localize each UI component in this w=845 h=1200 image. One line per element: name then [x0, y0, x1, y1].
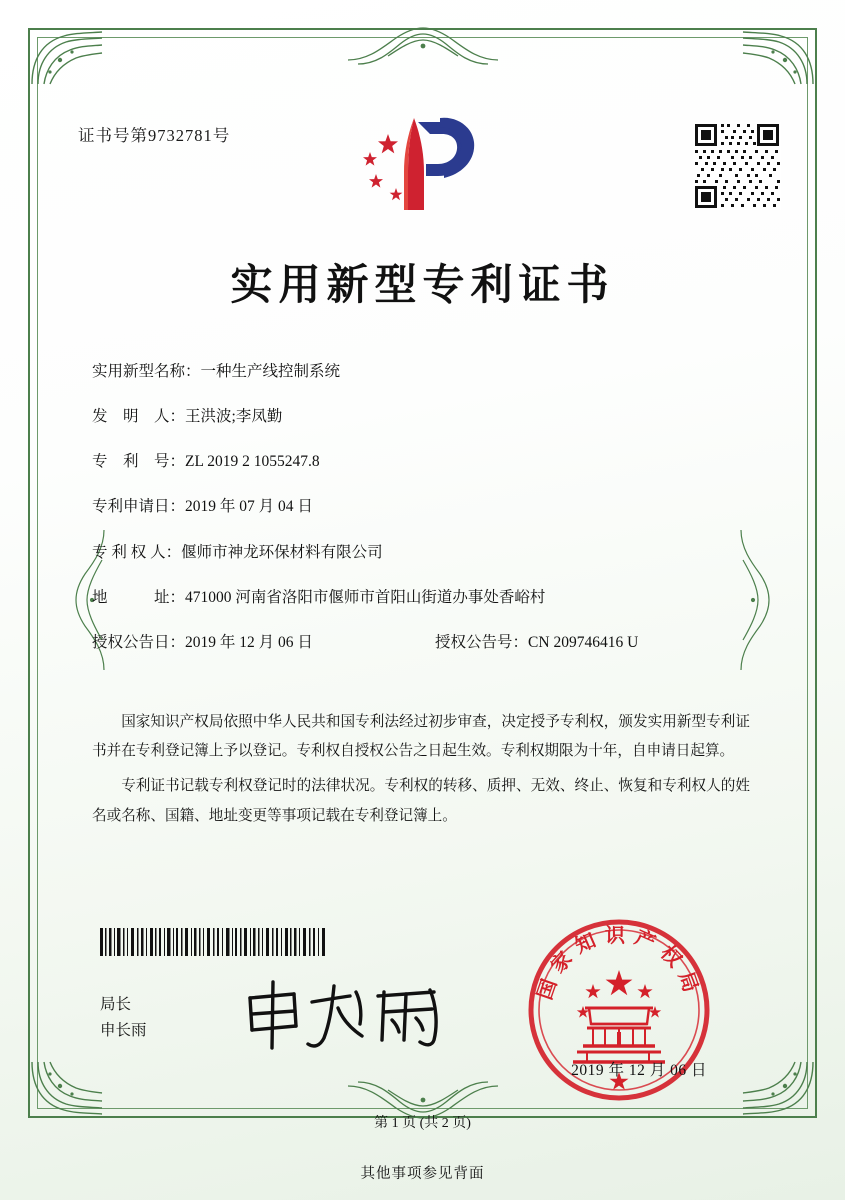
- field-row-address: [92, 588, 762, 608]
- field-value: 一种生产线控制系统: [200, 363, 341, 380]
- field-label-grant-date: 授权公告日：: [92, 633, 186, 651]
- field-row-patent-number: [92, 452, 762, 472]
- field-value-grant-date: 2019 年 12 月 06 日: [185, 633, 313, 651]
- field-label: 专 利 号：: [92, 453, 186, 471]
- certificate-body: [92, 708, 750, 837]
- field-row-inventor: [92, 407, 762, 427]
- field-label-announcement-number: 授权公告号：: [435, 633, 529, 651]
- field-label: 专 利 权 人：: [92, 543, 182, 561]
- field-row-utility-model-name: [92, 362, 762, 382]
- field-label: 实用新型名称：: [92, 363, 201, 380]
- field-value: 2019 年 07 月 04 日: [185, 498, 313, 516]
- field-label: 发 明 人：: [92, 408, 186, 426]
- svg-text:国家知识产权局: 国家知识产权局: [532, 923, 706, 1003]
- field-row-grant-announcement: [92, 633, 762, 653]
- field-value-announcement-number: CN 209746416 U: [528, 633, 639, 651]
- field-value: 471000 河南省洛阳市偃师市首阳山街道办事处香峪村: [185, 588, 546, 606]
- field-row-application-date: [92, 497, 762, 517]
- field-value: ZL 2019 2 1055247.8: [185, 453, 320, 471]
- page-title: 实用新型专利证书: [230, 260, 615, 309]
- cnipa-logo-icon: [352, 112, 492, 220]
- edge-ornament-top-icon: [348, 26, 498, 66]
- seal-date: 2019 年 12 月 06 日: [571, 1062, 707, 1079]
- director-name-label: 申长雨: [100, 1021, 147, 1039]
- field-row-patentee: [92, 543, 762, 563]
- field-value: 偃师市神龙环保材料有限公司: [181, 543, 383, 561]
- footer-note: 其他事项参见背面: [360, 1166, 485, 1182]
- signature-labels: [100, 992, 147, 1043]
- field-value: 王洪波;李凤勤: [185, 408, 283, 426]
- barcode: [100, 928, 328, 956]
- field-label: 专利申请日：: [92, 498, 186, 516]
- paragraph-registry-statement: 专利证书记载专利权登记时的法律状况。专利权的转移、质押、无效、终止、恢复和专利权人的姓名或名称、国籍、地址变更等事项记载在专利登记簿上。: [92, 778, 750, 824]
- handwritten-signature: [238, 978, 448, 1050]
- certificate-number: 证书号第9732781号: [78, 126, 231, 145]
- field-label: 地 址：: [92, 588, 186, 606]
- certificate-fields: [92, 362, 762, 678]
- paragraph-grant-statement: 国家知识产权局依照中华人民共和国专利法经过初步审查，决定授予专利权，颁发实用新型专利证书并在专利登记簿上予以登记。专利权自授权公告之日起生效。专利权期限为十年，自申请日起算。: [92, 714, 750, 760]
- director-title-label: 局长: [100, 996, 132, 1013]
- page-indicator: 第 1 页 (共 2 页): [374, 1116, 471, 1131]
- qr-code: [693, 122, 781, 210]
